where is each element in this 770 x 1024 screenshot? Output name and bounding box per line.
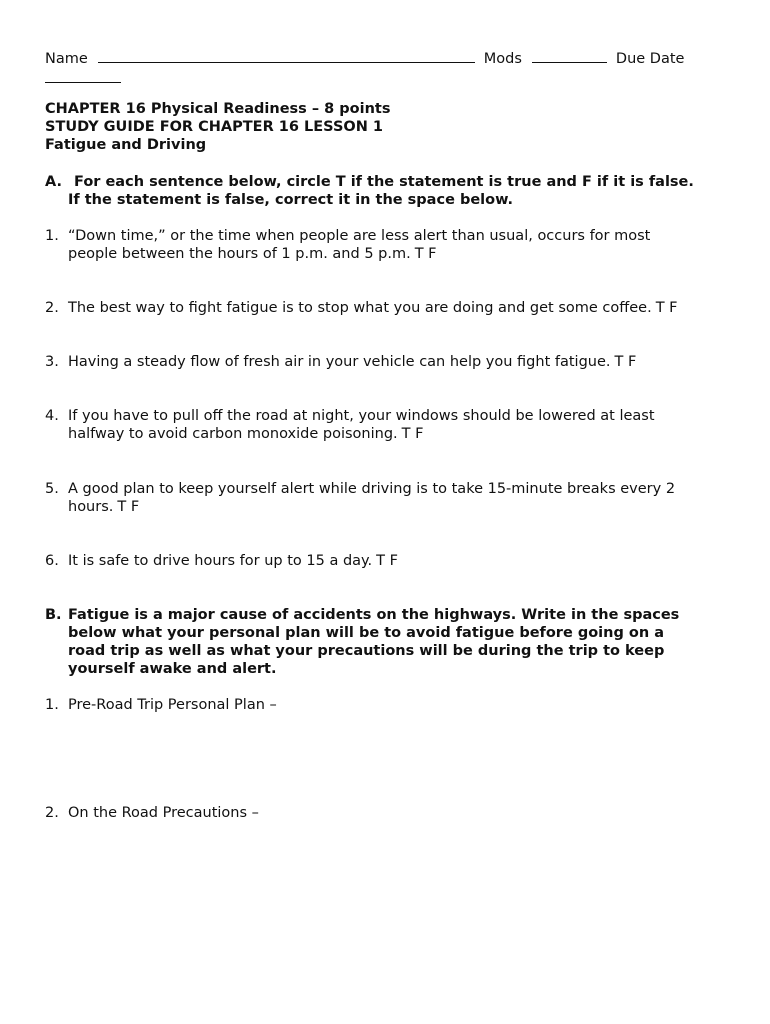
question-number: 4. — [45, 408, 59, 424]
section-b-instructions — [45, 606, 735, 678]
mods-label: Mods — [483, 51, 522, 67]
on-road-precautions-label: On the Road Precautions – — [68, 805, 259, 821]
true-false-choice[interactable]: T F — [117, 499, 140, 515]
question-4 — [45, 407, 735, 443]
item-number: 1. — [45, 697, 59, 713]
question-text: It is safe to drive hours for up to 15 a day. — [68, 553, 373, 569]
plan-item-2 — [45, 804, 735, 822]
header-fields — [45, 46, 735, 68]
section-a-instructions-line-1: For each sentence below, circle T if the statement is true and F if it is false. — [74, 174, 694, 190]
question-2 — [45, 299, 735, 317]
item-number: 2. — [45, 805, 59, 821]
question-number: 6. — [45, 553, 59, 569]
title-block — [45, 100, 391, 154]
topic-title: Fatigue and Driving — [45, 137, 207, 153]
due-date-label: Due Date — [615, 51, 685, 67]
section-a-instructions-line-2: If the statement is false, correct it in the space below. — [68, 192, 514, 208]
question-5 — [45, 480, 735, 516]
chapter-title: CHAPTER 16 Physical Readiness – 8 points — [45, 101, 391, 117]
section-a-letter: A. — [45, 174, 62, 190]
question-1 — [45, 227, 735, 263]
true-false-choice[interactable]: T F — [655, 300, 678, 316]
study-guide-title: STUDY GUIDE FOR CHAPTER 16 LESSON 1 — [45, 119, 383, 135]
question-text: “Down time,” or the time when people are less alert than usual, occurs for most — [68, 228, 651, 244]
plan-item-1 — [45, 696, 735, 714]
pre-road-trip-plan-label: Pre-Road Trip Personal Plan – — [68, 697, 277, 713]
true-false-choice[interactable]: T F — [414, 246, 437, 262]
mods-blank[interactable] — [532, 46, 607, 63]
section-b-instructions-line-3: road trip as well as what your precautions will be during the trip to keep — [68, 643, 665, 659]
section-b-letter: B. — [45, 607, 62, 623]
question-text-cont: people between the hours of 1 p.m. and 5 p.m. — [68, 246, 411, 262]
section-b-instructions-line-4: yourself awake and alert. — [68, 661, 277, 677]
question-number: 3. — [45, 354, 59, 370]
section-b-instructions-line-2: below what your personal plan will be to avoid fatigue before going on a — [68, 625, 665, 641]
question-3 — [45, 353, 735, 371]
true-false-choice[interactable]: T F — [376, 553, 398, 569]
question-number: 2. — [45, 300, 59, 316]
true-false-choice[interactable]: T F — [614, 354, 637, 370]
question-text: A good plan to keep yourself alert while driving is to take 15-minute breaks every 2 — [68, 481, 676, 497]
question-text-cont: halfway to avoid carbon monoxide poisoning. — [68, 426, 398, 442]
section-b-instructions-line-1: Fatigue is a major cause of accidents on the highways. Write in the spaces — [68, 607, 680, 623]
question-number: 5. — [45, 481, 59, 497]
name-label: Name — [45, 51, 88, 67]
question-text: The best way to fight fatigue is to stop what you are doing and get some coffee. — [68, 300, 652, 316]
question-6 — [45, 552, 735, 570]
question-text-cont: hours. — [68, 499, 114, 515]
question-text: Having a steady flow of fresh air in your vehicle can help you fight fatigue. — [68, 354, 611, 370]
name-blank[interactable] — [98, 46, 475, 63]
question-text: If you have to pull off the road at night, your windows should be lowered at least — [68, 408, 655, 424]
question-number: 1. — [45, 228, 59, 244]
due-date-blank[interactable] — [45, 66, 121, 83]
section-a-instructions — [45, 173, 735, 209]
true-false-choice[interactable]: T F — [401, 426, 424, 442]
